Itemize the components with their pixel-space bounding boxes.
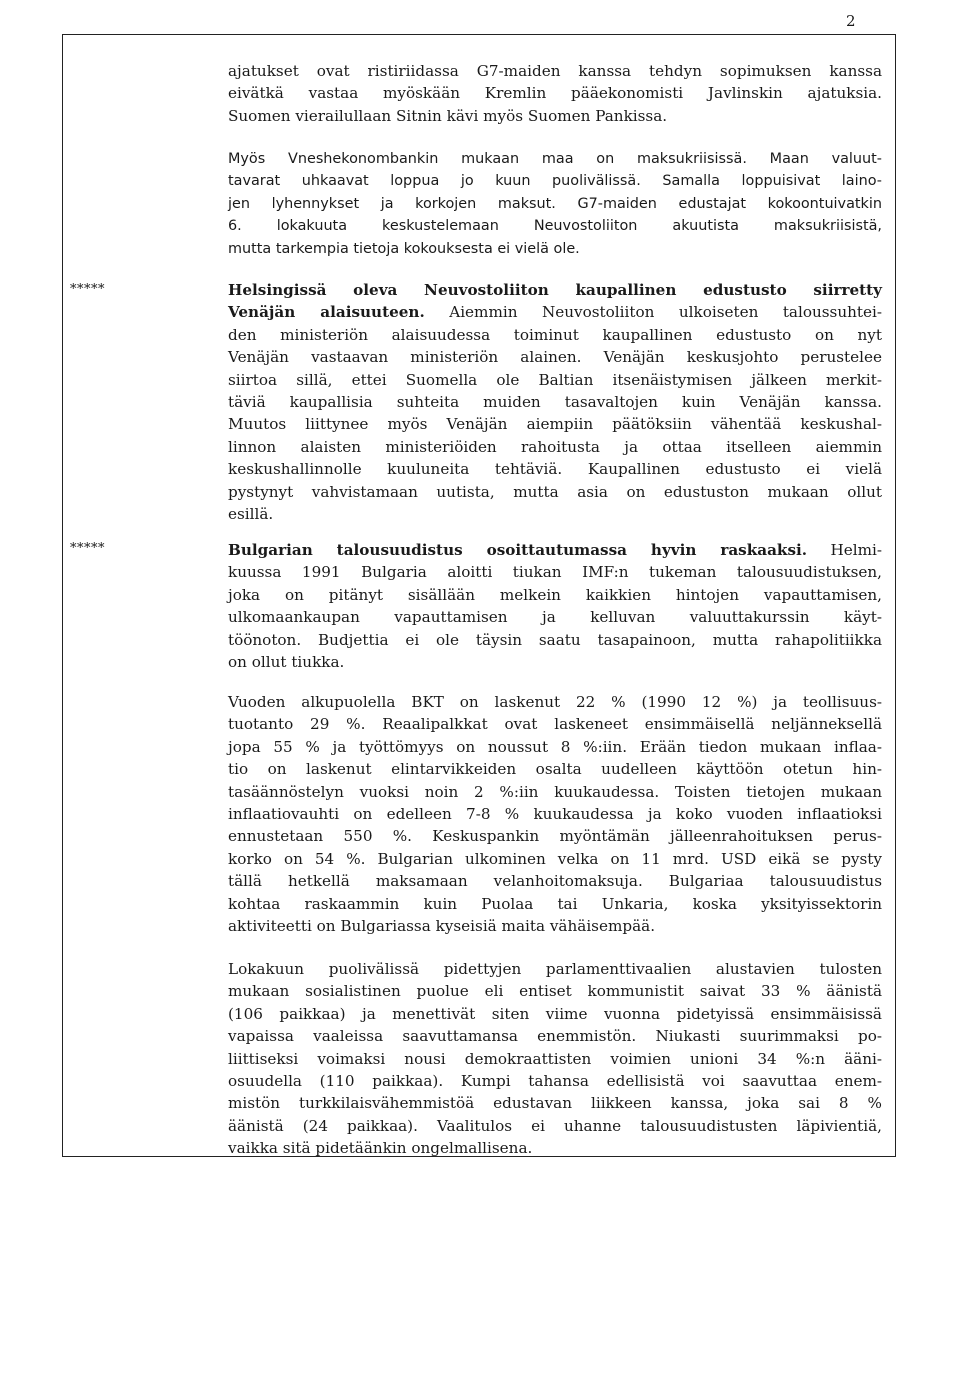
text-line: aktiviteetti on Bulgariassa kyseisiä maita vähäisempää. (228, 917, 656, 936)
text-line: (106 paikkaa) ja menettivät siten viime vuonna pidetyissä ensimmäisissä (228, 1004, 882, 1023)
text-line: äänistä (24 paikkaa). Vaalitulos ei uhanne talousuudistusten läpivientiä, (228, 1116, 882, 1135)
text-line: tasäännöstelyn vuoksi noin 2 %:iin kuukaudessa. Toisten tietojen mukaan (228, 782, 882, 801)
text-line (228, 301, 882, 323)
text-line: keskushallinnolle kuuluneita tehtäviä. Kaupallinen edustusto ei vielä (228, 460, 882, 479)
text-line: tio on laskenut elintarvikkeiden osalta uudelleen käyttöön otetun hin- (228, 760, 882, 779)
text-line: tuotanto 29 %. Reaalipalkkat ovat laskeneet ensimmäisellä neljänneksellä (228, 715, 882, 734)
text-line: siirtoa sillä, ettei Suomella ole Baltian itsenäistymisen jälkeen merkit- (228, 370, 882, 389)
text-line: Vuoden alkupuolella BKT on laskenut 22 % (1990 12 %) ja teollisuus- (228, 693, 882, 711)
section-heading: Bulgarian talousuudistus osoittautumassa hyvin raskaaksi. (228, 541, 808, 559)
text-line: töönoton. Budjettia ei ole täysin saatu tasapainoon, mutta rahapolitiikka (228, 630, 882, 649)
text-line: Lokakuun puolivälissä pidettyjen parlamenttivaalien alustavien tulosten (228, 960, 882, 978)
text-line: 6. lokakuuta keskustelemaan Neuvostoliiton akuutista maksukriisistä, (228, 218, 882, 235)
text-line: esillä. (228, 505, 274, 524)
text-line: mistön turkkilaisvähemmistöä edustavan liikkeen kanssa, joka sai 8 % (228, 1094, 882, 1113)
text-segment: Helmi- (807, 541, 883, 559)
section-heading-end: Venäjän alaisuuteen. (228, 303, 425, 322)
text-line: tavarat uhkaavat loppua jo kuun puolivälissä. Samalla loppuisivat laino- (228, 173, 882, 190)
text-line: den ministeriön alaisuudessa toiminut kaupallinen edustusto on nyt (228, 325, 882, 344)
text-line: ennustetaan 550 %. Keskuspankin myöntämän jälleenrahoituksen perus- (228, 827, 882, 846)
text-line: inflaatiovauhti on edelleen 7-8 % kuukaudessa ja koko vuoden inflaatioksi (228, 805, 882, 824)
text-line: täviä kaupallisia suhteita muiden tasavaltojen kuin Venäjän kanssa. (228, 393, 882, 412)
text-line: linnon alaisten ministeriöiden rahoitusta ja ottaa itselleen aiemmin (228, 437, 882, 456)
page-number: 2 (846, 12, 856, 30)
text-line: vaikka sitä pidetäänkin ongelmallisena. (228, 1139, 533, 1158)
text-line: kohtaa raskaammin kuin Puolaa tai Unkaria, koska yksityissektorin (228, 894, 882, 913)
paragraph-5 (228, 691, 882, 937)
section-marker: ***** (70, 282, 105, 297)
section-marker: ***** (70, 541, 105, 556)
paragraph-6 (228, 958, 882, 1160)
paragraph-1 (228, 60, 882, 127)
text-line: mukaan sosialistinen puolue eli entiset kommunistit saivat 33 % äänistä (228, 982, 882, 1001)
text-line: osuudella (110 paikkaa). Kumpi tahansa edellisistä voi saavuttaa enem- (228, 1072, 882, 1091)
text-line: Suomen vierailullaan Sitnin kävi myös Suomen Pankissa. (228, 106, 668, 125)
text-line: ulkomaankaupan vapauttamisen ja kelluvan valuuttakurssin käyt- (228, 608, 882, 627)
text-line: korko on 54 %. Bulgarian ulkominen velka on 11 mrd. USD eikä se pysty (228, 849, 882, 868)
text-line: tällä hetkellä maksamaan velanhoitomaksuja. Bulgariaa talousuudistus (228, 872, 882, 891)
text-line: joka on pitänyt sisällään melkein kaikkien hintojen vapauttamisen, (228, 585, 882, 604)
text-line: eivätkä vastaa myöskään Kremlin pääekonomisti Javlinskin ajatuksia. (228, 84, 882, 103)
text-line: kuussa 1991 Bulgaria aloitti tiukan IMF:n tukeman talousuudistuksen, (228, 563, 882, 582)
text-line: Venäjän vastaavan ministeriön alainen. Venäjän keskusjohto perustelee (228, 348, 882, 367)
text-line: Myös Vneshekonombankin mukaan maa on maksukriisissä. Maan valuut- (228, 151, 882, 167)
text-line: on ollut tiukka. (228, 653, 345, 672)
section-heading: Helsingissä oleva Neuvostoliiton kaupallinen edustusto siirretty (228, 281, 882, 299)
text-line: vapaissa vaaleissa saavuttamansa enemmistön. Niukasti suurimmaksi po- (228, 1027, 882, 1046)
paragraph-2 (228, 148, 882, 260)
paragraph-4 (228, 539, 882, 673)
text-segment: Aiemmin Neuvostoliiton ulkoiseten taloussuhtei- (424, 303, 882, 322)
paragraph-3 (228, 279, 882, 525)
text-line (228, 539, 882, 561)
text-line: pystynyt vahvistamaan uutista, mutta asia on edustuston mukaan ollut (228, 482, 882, 501)
text-line: ajatukset ovat ristiriidassa G7-maiden kanssa tehdyn sopimuksen kanssa (228, 62, 882, 80)
text-line: liittiseksi voimaksi nousi demokraattisten voimien unioni 34 %:n ääni- (228, 1049, 882, 1068)
text-line: jen lyhennykset ja korkojen maksut. G7-maiden edustajat kokoontuivatkin (228, 195, 882, 212)
text-line: mutta tarkempia tietoja kokouksesta ei vielä ole. (228, 240, 580, 257)
text-line: Muutos liittynee myös Venäjän aiempiin päätöksiin vähentää keskushal- (228, 415, 882, 434)
text-line: jopa 55 % ja työttömyys on noussut 8 %:iin. Erään tiedon mukaan inflaa- (228, 737, 882, 756)
